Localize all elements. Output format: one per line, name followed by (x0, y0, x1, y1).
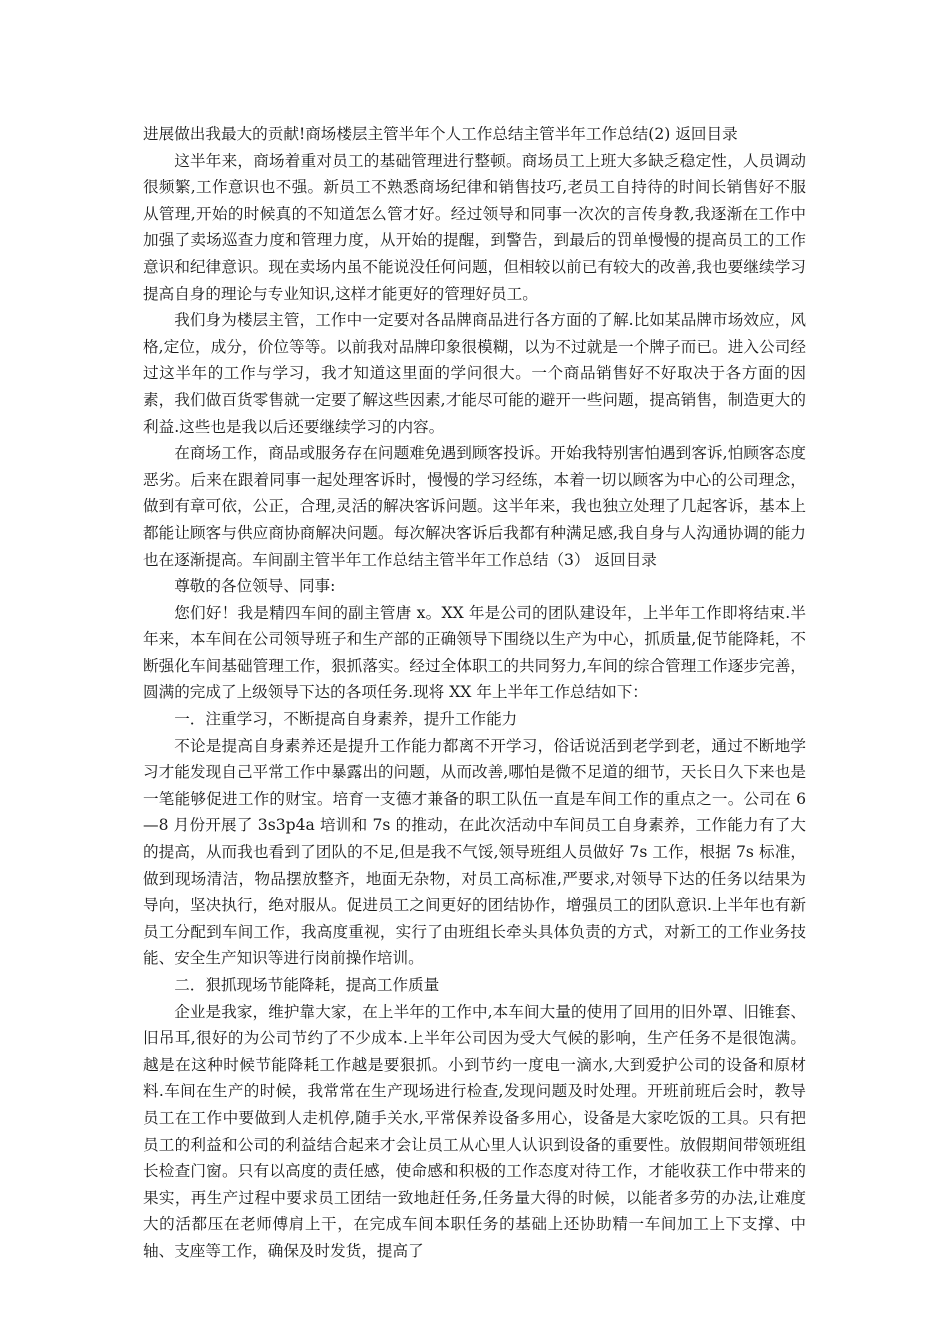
document-page (143, 121, 806, 1265)
section-heading-2: 二．狠抓现场节能降耗，提高工作质量 (174, 976, 440, 994)
back-to-contents-link[interactable]: 返回目录 (675, 125, 738, 143)
paragraph-customer-complaints (143, 440, 806, 573)
paragraph-learning: 不论是提高自身素养还是提升工作能力都离不开学习，俗话说活到老学到老，通过不断地学习才能发现自己平常工作中暴露出的问题，从而改善,哪怕是微不足道的细节，天长日久下来也是一笔能够促进工作的财宝。培育一支德才兼备的职工队伍一直是车间工作的重点之一。公司在 6—8 月份开展了 3s3p4a 培训和 7s 的推动，在此次活动中车间员工自身素养，工作能力有了大的提高，从而我也看到了团队的不足,但是我不气馁,领导班组人员做好 7s 工作，根据 7s 标准，做到现场清洁，物品摆放整齐，地面无杂物，对员工高标准,严要求,对领导下达的任务以结果为导向，坚决执行，绝对服从。促进员工之间更好的团结协作，增强员工的团队意识.上半年也有新员工分配到车间工作，我高度重视，实行了由班组长牵头具体负责的方式，对新工的工作业务技能、安全生产知识等进行岗前操作培训。 (143, 736, 806, 968)
paragraph-salutation: 尊敬的各位领导、同事: (174, 577, 336, 596)
paragraph-energy-saving: 企业是我家，维护靠大家，在上半年的工作中,本车间大量的使用了回用的旧外罩、旧锥套、旧吊耳,很好的为公司节约了不少成本.上半年公司因为受大气候的影响，生产任务不是很饱满。越是在这种时候节能降耗工作越是要狠抓。小到节约一度电一滴水,大到爱护公司的设备和原材料.车间在生产的时候，我常常在生产现场进行检查,发现问题及时处理。开班前班后会时，教导员工在工作中要做到人走机停,随手关水,平常保养设备多用心，设备是大家吃饭的工具。只有把员工的利益和公司的利益结合起来才会让员工从心里人认识到设备的重要性。放假期间带领班组长检查门窗。只有以高度的责任感，使命感和积极的工作态度对待工作，才能收获工作中带来的果实，再生产过程中要求员工团结一致地赶任务,任务量大得的时候，以能者多劳的办法,让难度大的活都压在老师傅肩上干，在完成车间本职任务的基础上还协助精一车间加工上下支撑、中轴、支座等工作，确保及时发货，提高了 (143, 1002, 806, 1260)
paragraph-brand-knowledge: 我们身为楼层主管，工作中一定要对各品牌商品进行各方面的了解.比如某品牌市场效应，风格,定位，成分，价位等等。以前我对品牌印象很模糊，以为不过就是一个牌子而已。进入公司经过这半年的工作与学习，我才知道这里面的学问很大。一个商品销售好不好取决于各方面的因素，我们做百货零售就一定要了解这些因素,才能尽可能的避开一些问题，提高销售，制造更大的利益.这些也是我以后还要继续学习的内容。 (143, 311, 806, 436)
paragraph-introduction: 您们好！我是精四车间的副主管唐 x。XX 年是公司的团队建设年，上半年工作即将结束.半年来，本车间在公司领导班子和生产部的正确领导下围绕以生产为中心，抓质量,促节能降耗，不断强化车间基础管理工作，狠抓落实。经过全体职工的共同努力,车间的综合管理工作逐步完善，圆满的完成了上级领导下达的各项任务.现将 XX 年上半年工作总结如下： (143, 603, 806, 702)
back-to-contents-link[interactable]: 返回目录 (594, 550, 657, 569)
paragraph-title-line (143, 121, 806, 148)
section-heading-1: 一．注重学习，不断提高自身素养，提升工作能力 (174, 710, 518, 729)
paragraph-text: 在商场工作，商品或服务存在问题难免遇到顾客投诉。开始我特别害怕遇到客诉,怕顾客态度恶劣。后来在跟着同事一起处理客诉时，慢慢的学习经练，本着一切以顾客为中心的公司理念，做到有章可依，公正，合理,灵活的解决客诉问题。这半年来，我也独立处理了几起客诉，基本上都能让顾客与供应商协商解决问题。每次解决客诉后我都有种满足感,我自身与人沟通协调的能力也在逐渐提高。车间副主管半年工作总结主管半年工作总结（3） (143, 444, 806, 569)
paragraph-staff-management: 这半年来，商场着重对员工的基础管理进行整顿。商场员工上班大多缺乏稳定性，人员调动很频繁,工作意识也不强。新员工不熟悉商场纪律和销售技巧,老员工自持待的时间长销售好不服从管理,开始的时候真的不知道怎么管才好。经过领导和同事一次次的言传身教,我逐渐在工作中加强了卖场巡查力度和管理力度，从开始的提醒，到警告，到最后的罚单慢慢的提高员工的工作意识和纪律意识。现在卖场内虽不能说没任何问题，但相较以前已有较大的改善,我也要继续学习提高自身的理论与专业知识,这样才能更好的管理好员工。 (143, 151, 806, 303)
paragraph-text: 进展做出我最大的贡献!商场楼层主管半年个人工作总结主管半年工作总结(2) (143, 125, 671, 143)
